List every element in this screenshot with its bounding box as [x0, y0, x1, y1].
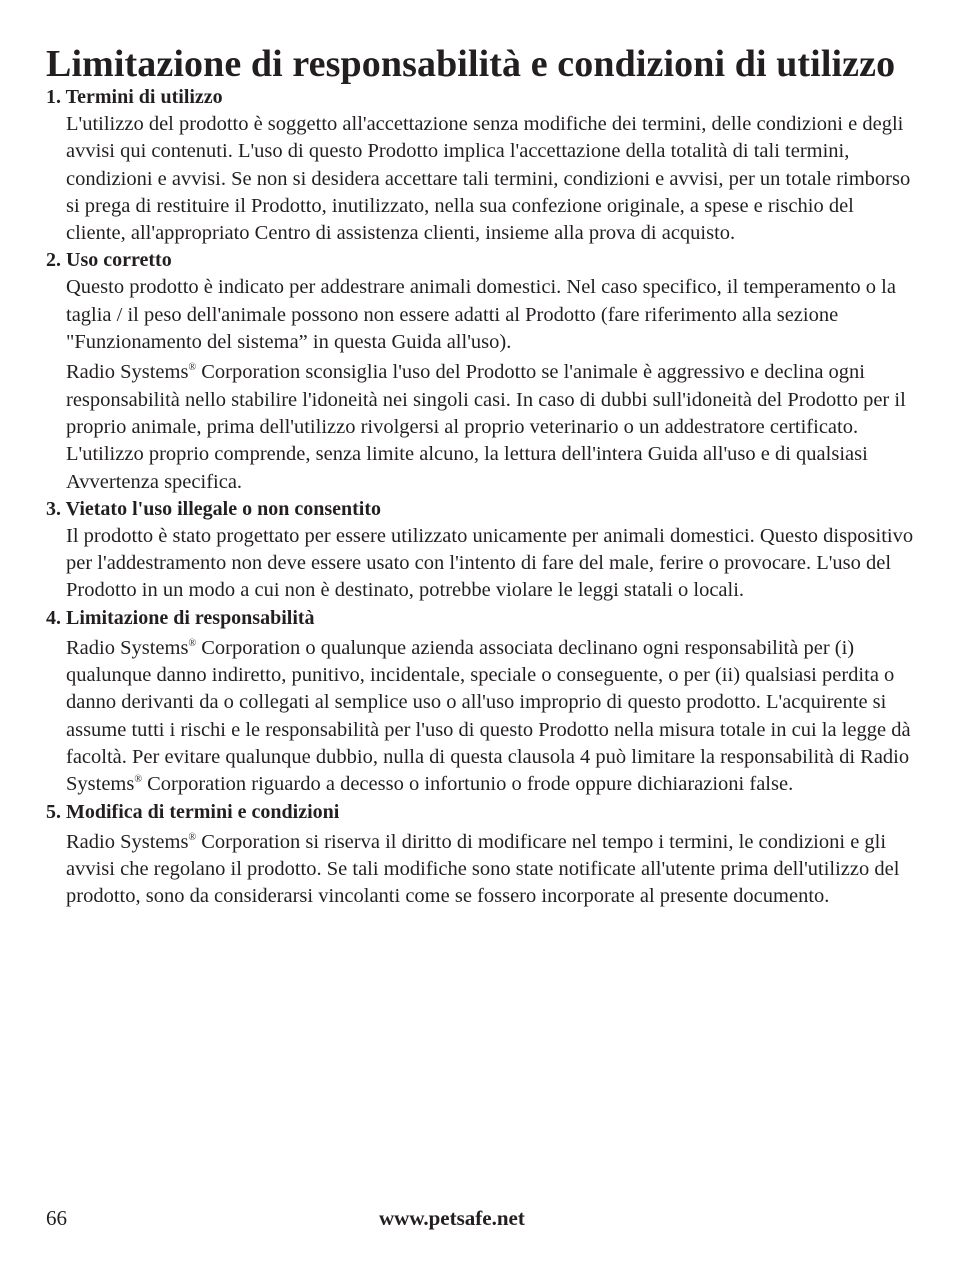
- section-terms-of-use: [46, 84, 916, 247]
- text-run: Corporation o qualunque azienda associata declinano ogni responsabilità per (i) qualunque danno indiretto, punitivo, incidentale, speciale o conseguente, o per (ii) qualsiasi perdita o danno derivanti da o collegati al semplice uso o all'uso improprio di questo prodotto. L'acquirente si assume tutti i rischi e le responsabilità per l'uso di questo Prodotto nella misura totale in cui la legge dà facoltà. Per evitare qualunque dubbio, nulla di questa clausola 4 può limitare la responsabilità di Radio Systems: [66, 636, 911, 796]
- section-body: [66, 829, 916, 911]
- section-heading: 4. Limitazione di responsabilità: [46, 606, 315, 629]
- text-run: Corporation riguardo a decesso o infortunio o frode oppure dichiarazioni false.: [141, 773, 794, 796]
- section-body: [66, 523, 916, 605]
- paragraph: L'utilizzo del prodotto è soggetto all'accettazione senza modifiche dei termini, delle condizioni e degli avvisi qui contenuti. L'uso di questo Prodotto implica l'accettazione della totalità di tali termini, condizioni e avvisi. Se non si desidera accettare tali termini, condizioni e avvisi, per un totale rimborso si prega di restituire il Prodotto, inutilizzato, nella sua confezione originale, a spese e rischio del cliente, all'appropriato Centro di assistenza clienti, insieme alla prova di acquisto.: [66, 113, 911, 245]
- section-body: [66, 111, 916, 247]
- registered-mark: ®: [188, 637, 197, 649]
- section-heading: 2. Uso corretto: [46, 249, 172, 272]
- registered-mark: ®: [188, 362, 197, 374]
- section-illegal-use: [46, 496, 916, 605]
- page-number: 66: [46, 1206, 67, 1230]
- section-modification: [46, 799, 916, 911]
- website-url: www.petsafe.net: [379, 1206, 525, 1230]
- paragraph: [66, 635, 916, 799]
- text-run: Corporation si riserva il diritto di modificare nel tempo i termini, le condizioni e gli avvisi che regolano il prodotto. Se tali modifiche sono state notificate all'utente prima dell'utilizzo del prodotto, sono da considerarsi vincolanti come se fossero incorporate al presente documento.: [66, 830, 900, 908]
- registered-mark: ®: [188, 831, 197, 843]
- section-heading: 5. Modifica di termini e condizioni: [46, 800, 340, 823]
- text-run: Radio Systems: [66, 636, 189, 659]
- paragraph: [66, 829, 916, 911]
- section-body: [66, 635, 916, 799]
- registered-mark: ®: [134, 774, 142, 786]
- section-heading: 1. Termini di utilizzo: [46, 86, 223, 108]
- paragraph: Questo prodotto è indicato per addestrare animali domestici. Nel caso specifico, il temperamento o la taglia / il peso dell'animale possono non essere adatti al Prodotto (fare riferimento alla sezione "Funzionamento del sistema” in questa Guida all'uso).: [66, 276, 896, 354]
- text-run: Radio Systems: [66, 361, 189, 384]
- section-proper-use: [46, 247, 916, 495]
- section-body: [66, 274, 916, 495]
- paragraph: [66, 359, 916, 495]
- section-heading: 3. Vietato l'uso illegale o non consentito: [46, 497, 381, 520]
- text-run: Corporation sconsiglia l'uso del Prodotto se l'animale è aggressivo e declina ogni responsabilità nello stabilire l'idoneità nei singoli casi. In caso di dubbi sull'idoneità del Prodotto per il proprio animale, prima dell'utilizzo rivolgersi al proprio veterinario o un addestratore certificato. L'utilizzo proprio comprende, senza limite alcuno, la lettura dell'intera Guida all'uso e di qualsiasi Avvertenza specifica.: [66, 361, 906, 493]
- section-liability: [46, 605, 916, 799]
- text-run: Radio Systems: [66, 830, 189, 853]
- page-title: Limitazione di responsabilità e condizioni di utilizzo: [46, 43, 896, 85]
- document-page: [46, 44, 916, 910]
- paragraph: Il prodotto è stato progettato per essere utilizzato unicamente per animali domestici. Questo dispositivo per l'addestramento non deve essere usato con l'intento di fare del male, ferire o provocare. L'uso del Prodotto in un modo a cui non è destinato, potrebbe violare le leggi statali o locali.: [66, 524, 914, 602]
